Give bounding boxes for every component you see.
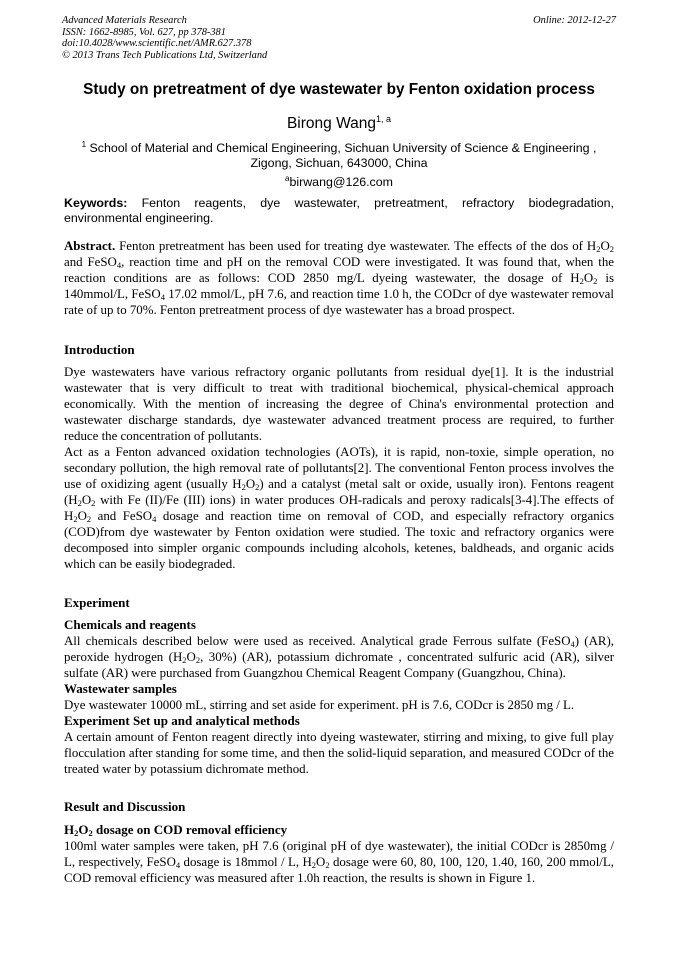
abstract-label: Abstract. bbox=[64, 239, 116, 253]
online-date: Online: 2012-12-27 bbox=[533, 15, 616, 26]
keywords-text: Fenton reagents, dye wastewater, pretreatment, refractory biodegradation, environmental engineering. bbox=[64, 196, 614, 225]
affiliation-line-1: $^1$ School of Material and Chemical Engineering, Sichuan University of Science & Engineering , bbox=[81, 140, 597, 155]
intro-paragraph-1: Dye wastewaters have various refractory organic pollutants from residual dye[1]. It is the industrial wastewater that is very difficult to treat with traditional biochemical, physical-chemical approach economically. With the mention of increasing the degree of China's environmental protection and wastewater discharge standards, dye wastewater advanced treatment process are required, to further reduce the concentration of pollutants. bbox=[64, 365, 614, 443]
copyright-line: © 2013 Trans Tech Publications Ltd, Switzerland bbox=[62, 49, 268, 61]
intro-paragraph-2: Act as a Fenton advanced oxidation technologies (AOTs), it is rapid, non-toxie, simple operation, no secondary pollution, the high removal rate of pollutants[2]. The conventional Fenton process involves the use of oxidizing agent (usually $H_2O_2$) and a catalyst (metal salt or oxide, usually iron). Fentons reagent ($H_2O_2$ with Fe (II)/Fe (III) ions) in water produces OH-radicals and peroxy radicals[3-4].The effects of $H_2O_2$ and FeSO$_4$ dosage and reaction time on removal of COD, and especially refractory organics (COD)from dye wastewater by Fenton oxidation were studied. The toxic and refractory organics were decomposed into simpler organic compounds including alcohols, ketenes, baldheads, and organic acids which can be easily biodegraded. bbox=[64, 445, 614, 571]
results-body bbox=[64, 822, 614, 886]
affiliation bbox=[40, 137, 638, 190]
keywords-label: Keywords: bbox=[64, 196, 128, 210]
issn-line: ISSN: 1662-8985, Vol. 627, pp 378-381 bbox=[62, 26, 226, 38]
author-email: $^a$birwang@126.com bbox=[285, 174, 393, 189]
author-line bbox=[40, 114, 638, 133]
abstract: Abstract. Fenton pretreatment has been used for treating dye wastewater. The effects of the dos of $H_2O_2$ and FeSO$_4$, reaction time and pH on the removal COD were investigated. It was found that, when the reaction conditions are as follows: COD 2850 mg/L dyeing wastewater, the dosage of $H_2O_2$ is 140mmol/L, FeSO$_4$ 17.02 mmol/L, pH 7.6, and reaction time 1.0 h, the CODcr of dye wastewater removal rate of up to 70%. Fenton pretreatment process of dye wastewater has a broad prospect. bbox=[64, 239, 614, 317]
wastewater-paragraph: Dye wastewater 10000 mL, stirring and set aside for experiment. pH is 7.6, CODcr is 2850 mg / L. bbox=[64, 698, 575, 712]
keywords bbox=[64, 196, 614, 226]
doi-line: doi:10.4028/www.scientific.net/AMR.627.378 bbox=[62, 38, 252, 50]
subheading-wastewater-samples: Wastewater samples bbox=[64, 681, 177, 696]
author-sup: 1, a bbox=[376, 114, 392, 124]
paper-title: Study on pretreatment of dye wastewater by Fenton oxidation process bbox=[83, 81, 595, 98]
subheading-h2o2-dosage: $H_2O_2$ dosage on COD removal efficiency bbox=[64, 822, 288, 838]
section-heading-experiment: Experiment bbox=[64, 595, 130, 610]
affiliation-line-2: Zigong, Sichuan, 643000, China bbox=[250, 156, 428, 170]
journal-header bbox=[62, 15, 616, 61]
affiliation-sup: 1 bbox=[81, 140, 87, 149]
experiment-body bbox=[64, 617, 614, 777]
methods-paragraph: A certain amount of Fenton reagent directly into dyeing wastewater, stirring and mixing, to give full play flocculation after standing for some time, and then the solid-liquid separation, and measured CODcr of the treated water by potassium dichromate method. bbox=[64, 730, 614, 776]
journal-name: Advanced Materials Research bbox=[62, 15, 187, 26]
author-name: Birong Wang bbox=[286, 115, 376, 132]
introduction-body bbox=[64, 364, 614, 572]
subheading-chemicals: Chemicals and reagents bbox=[64, 617, 196, 632]
section-heading-introduction: Introduction bbox=[64, 342, 135, 357]
section-heading-results: Result and Discussion bbox=[64, 799, 186, 814]
chemicals-paragraph: All chemicals described below were used as received. Analytical grade Ferrous sulfate (FeSO$_4$) (AR), peroxide hydrogen ($H_2O_2$, 30%) (AR), potassium dichromate , concentrated sulfuric acid (AR), silver sulfate (AR) were purchased from Guangzhou Chemical Reagent Company (Guangzhou, China). bbox=[64, 634, 614, 680]
results-paragraph: 100ml water samples were taken, pH 7.6 (original pH of dye wastewater), the initial CODcr is 2850mg / L, respectively, FeSO$_4$ dosage is 18mmol / L, $H_2O_2$ dosage were 60, 80, 100, 120, 1.40, 160, 200 mmol/L, COD removal efficiency was measured after 1.0h reaction, the results is shown in Figure 1. bbox=[64, 839, 614, 885]
subheading-setup-methods: Experiment Set up and analytical methods bbox=[64, 713, 300, 728]
